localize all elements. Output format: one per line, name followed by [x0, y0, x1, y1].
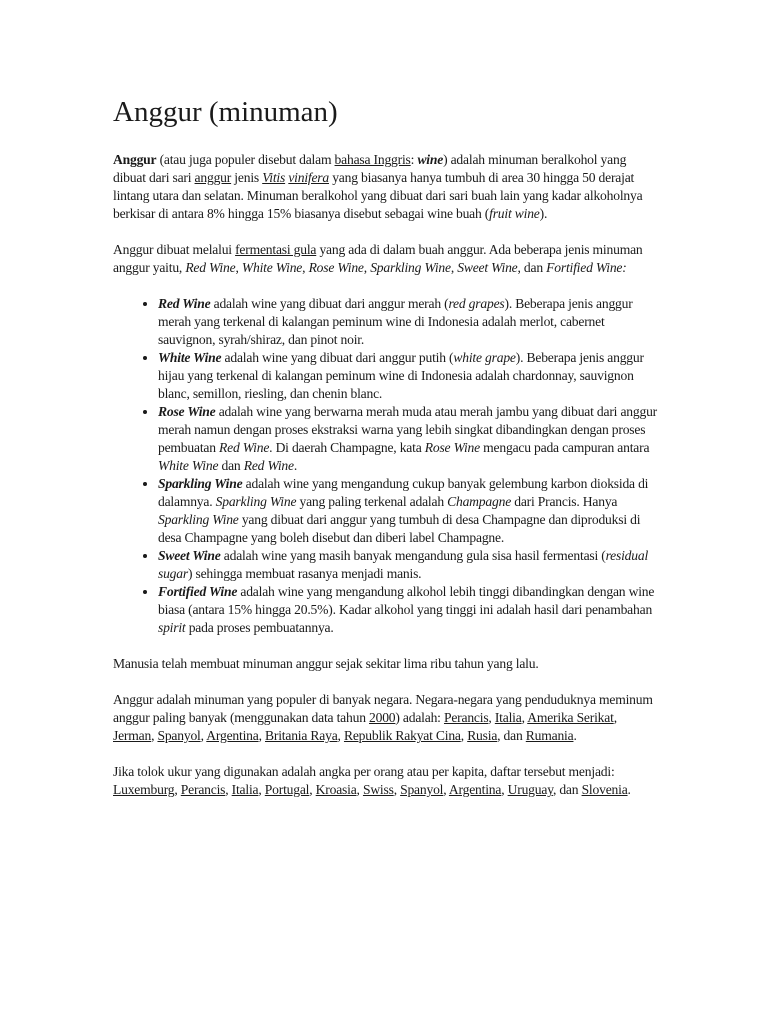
term-anggur: Anggur: [113, 152, 157, 167]
link-anggur[interactable]: anggur: [194, 170, 232, 185]
link-country[interactable]: Perancis: [180, 782, 226, 797]
wine-types-list: [113, 295, 658, 637]
link-fermentasi-gula[interactable]: fermentasi gula: [235, 242, 317, 257]
link-country[interactable]: Italia: [231, 782, 259, 797]
page-title: Anggur (minuman): [113, 96, 338, 128]
link-country[interactable]: Britania Raya: [265, 728, 338, 743]
link-country[interactable]: Perancis: [443, 710, 489, 725]
link-country[interactable]: Republik Rakyat Cina: [343, 728, 461, 743]
link-year-2000[interactable]: 2000: [369, 710, 396, 725]
per-capita-paragraph: Jika tolok ukur yang digunakan adalah angka per orang atau per kapita, daftar tersebut menjadi: Luxemburg, Perancis, Italia, Portugal, Kroasia, Swiss, Spanyol, Argentina, Uruguay, dan Slovenia.: [113, 764, 631, 797]
term-wine: wine: [417, 152, 444, 167]
consumption-paragraph: Anggur adalah minuman yang populer di banyak negara. Negara-negara yang penduduknya meminum anggur paling banyak (menggunakan data tahun 2000) adalah: Perancis, Italia, Amerika Serikat, Jerman, Spanyol, Argentina, Britania Raya, Republik Rakyat Cina, Rusia, dan Rumania.: [113, 692, 653, 743]
link-country[interactable]: Swiss: [362, 782, 394, 797]
list-item-white-wine: • White Wine adalah wine yang dibuat dari anggur putih (white grape). Beberapa jenis anggur hijau yang terkenal di kalangan peminum wine di Indonesia adalah chardonnay, sauvignon blanc, semillon, riesling, dan chenin blanc.: [158, 349, 658, 403]
history-paragraph: Manusia telah membuat minuman anggur sejak sekitar lima ribu tahun yang lalu.: [113, 656, 539, 671]
country-list: Perancis, Italia, Amerika Serikat, Jerman, Spanyol, Argentina, Britania Raya, Republik Rakyat Cina, Rusia, dan Rumania.: [113, 710, 617, 743]
link-vinifera[interactable]: vinifera: [288, 170, 329, 185]
link-country[interactable]: Kroasia: [315, 782, 357, 797]
link-country[interactable]: Uruguay: [507, 782, 553, 797]
types-paragraph: Anggur dibuat melalui fermentasi gula yang ada di dalam buah anggur. Ada beberapa jenis minuman anggur yaitu, Red Wine, White Wine, Rose Wine, Sparkling Wine, Sweet Wine, dan Fortified Wine:: [113, 242, 643, 275]
link-country[interactable]: Jerman: [113, 728, 152, 743]
list-item-sparkling-wine: • Sparkling Wine adalah wine yang mengandung cukup banyak gelembung karbon dioksida di dalamnya. Sparkling Wine yang paling terkenal adalah Champagne dari Prancis. Hanya Sparkling Wine yang dibuat dari anggur yang tumbuh di desa Champagne dan diproduksi di desa Champagne yang boleh disebut dan diberi label Champagne.: [158, 475, 658, 547]
list-item-rose-wine: • Rose Wine adalah wine yang berwarna merah muda atau merah jambu yang dibuat dari anggur merah namun dengan proses ekstraksi warna yang lebih singkat dibandingkan dengan proses pembuatan Red Wine. Di daerah Champagne, kata Rose Wine mengacu pada campuran antara White Wine dan Red Wine.: [158, 403, 658, 475]
link-country[interactable]: Argentina: [206, 728, 259, 743]
article-body: [113, 92, 658, 817]
link-country[interactable]: Luxemburg: [113, 782, 175, 797]
link-country[interactable]: Spanyol: [157, 728, 201, 743]
link-country[interactable]: Rusia: [467, 728, 498, 743]
link-country[interactable]: Slovenia: [581, 782, 628, 797]
fruit-wine-term: fruit wine: [489, 206, 540, 221]
list-item-sweet-wine: • Sweet Wine adalah wine yang masih banyak mengandung gula sisa hasil fermentasi (residual sugar) sehingga membuat rasanya menjadi manis.: [158, 547, 658, 583]
link-vitis[interactable]: Vitis: [262, 170, 286, 185]
link-country[interactable]: Spanyol: [400, 782, 444, 797]
link-country[interactable]: Rumania: [525, 728, 574, 743]
link-country[interactable]: Portugal: [264, 782, 310, 797]
link-country[interactable]: Amerika Serikat: [527, 710, 614, 725]
intro-paragraph: Anggur (atau juga populer disebut dalam bahasa Inggris: wine) adalah minuman beralkohol yang dibuat dari sari anggur jenis Vitis vinifera yang biasanya hanya tumbuh di area 30 hingga 50 derajat lintang utara dan selatan. Minuman beralkohol yang dibuat dari sari buah lain yang kadar alkoholnya berkisar di antara 8% hingga 15% biasanya disebut sebagai wine buah (fruit wine).: [113, 152, 643, 221]
list-item-red-wine: • Red Wine adalah wine yang dibuat dari anggur merah (red grapes). Beberapa jenis anggur merah yang terkenal di kalangan peminum wine di Indonesia adalah merlot, cabernet sauvignon, syrah/shiraz, dan pinot noir.: [158, 295, 658, 349]
list-item-fortified-wine: • Fortified Wine adalah wine yang mengandung alkohol lebih tinggi dibandingkan dengan wine biasa (antara 15% hingga 20.5%). Kadar alkohol yang tinggi ini adalah hasil dari penambahan spirit pada proses pembuatannya.: [158, 583, 658, 637]
link-country[interactable]: Italia: [494, 710, 522, 725]
country-list-per-capita: Luxemburg, Perancis, Italia, Portugal, Kroasia, Swiss, Spanyol, Argentina, Uruguay, dan Slovenia.: [113, 782, 631, 797]
link-bahasa-inggris[interactable]: bahasa Inggris: [334, 152, 411, 167]
link-country[interactable]: Argentina: [448, 782, 502, 797]
